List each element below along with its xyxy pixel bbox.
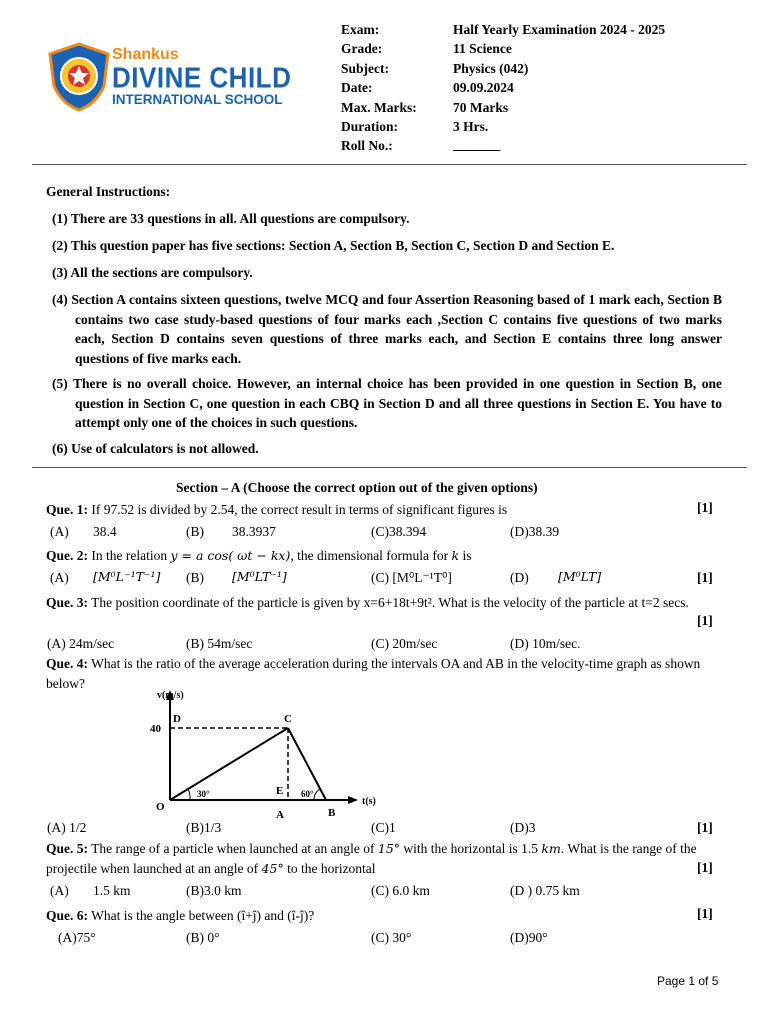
meta-key-exam: Exam: — [341, 22, 380, 37]
angle-b-label: 60° — [301, 789, 314, 799]
q1-option-c: (C)38.394 — [371, 524, 427, 539]
meta-val-marks: 70 Marks — [453, 100, 509, 115]
question-5-marks: [1] — [697, 860, 713, 875]
instruction-item: (1) There are 33 questions in all. All questions are compulsory. — [52, 211, 410, 226]
question-6: Que. 6: What is the angle between (î+ĵ) and (î-ĵ)? — [46, 908, 315, 923]
page-number: Page 1 of 5 — [657, 974, 719, 988]
q6-option-b: (B) 0° — [186, 930, 220, 945]
meta-val-duration: 3 Hrs. — [453, 119, 489, 134]
point-o-label: O — [156, 801, 165, 813]
q2-option-b: [M⁰LT⁻¹] — [232, 569, 287, 584]
instruction-item: (3) All the sections are compulsory. — [52, 265, 253, 280]
angle-o-label: 30° — [197, 789, 210, 799]
question-1: Que. 1: If 97.52 is divided by 2.54, the correct result in terms of significant figures is — [46, 502, 508, 517]
point-c-label: C — [284, 713, 292, 725]
q5-option-c: (C) 6.0 km — [371, 883, 430, 898]
q1-option-a-label: (A) — [50, 524, 69, 539]
q5-option-a: 1.5 km — [93, 883, 131, 898]
meta-val-rollno: _______ — [453, 137, 501, 152]
meta-key-rollno: Roll No.: — [341, 138, 393, 153]
q2-option-a: [M⁰L⁻¹T⁻¹] — [93, 569, 161, 584]
q3-option-a: (A) 24m/sec — [47, 636, 115, 651]
q1-option-a: 38.4 — [93, 524, 117, 539]
school-crest-icon — [46, 42, 112, 112]
section-a-title: Section – A (Choose the correct option out of the given options) — [176, 480, 538, 495]
q6-option-d: (D)90° — [510, 930, 548, 945]
q2-option-a-label: (A) — [50, 570, 69, 585]
q1-option-d: (D)38.39 — [510, 524, 560, 539]
meta-val-subject: Physics (042) — [453, 61, 529, 76]
meta-key-duration: Duration: — [341, 119, 398, 134]
question-1-marks: [1] — [697, 500, 713, 515]
y-tick-40: 40 — [150, 723, 161, 735]
point-b-label: B — [328, 807, 336, 819]
meta-val-grade: 11 Science — [453, 41, 512, 56]
q3-option-b: (B) 54m/sec — [186, 636, 253, 651]
meta-key-date: Date: — [341, 80, 373, 95]
q3-option-c: (C) 20m/sec — [371, 636, 438, 651]
q4-option-b: (B)1/3 — [186, 820, 222, 835]
meta-key-marks: Max. Marks: — [341, 100, 417, 115]
point-a-label: A — [276, 809, 284, 820]
point-d-label: D — [173, 713, 181, 725]
question-4: Que. 4: What is the ratio of the average acceleration during the intervals OA and AB in the velocity-time graph as shown below? — [46, 656, 701, 691]
q2-option-d: [M⁰LT] — [558, 569, 602, 584]
q4-option-c: (C)1 — [371, 820, 396, 835]
meta-key-grade: Grade: — [341, 41, 383, 56]
q2-option-d-label: (D) — [510, 570, 529, 585]
meta-val-date: 09.09.2024 — [453, 80, 514, 95]
question-4-marks: [1] — [697, 820, 713, 835]
divider-top — [32, 164, 747, 165]
y-axis-label: v(m/s) — [157, 690, 184, 701]
question-2-marks: [1] — [697, 570, 713, 585]
question-5: Que. 5: The range of a particle when launched at an angle of 15° with the horizontal is 1.5 km. What is the range of the projectile when launched at an angle of 45° to the horizontal — [46, 841, 697, 876]
instruction-item: (6) Use of calculators is not allowed. — [52, 441, 259, 456]
q2-option-b-label: (B) — [186, 570, 204, 585]
velocity-time-graph — [140, 686, 400, 820]
question-3: Que. 3: The position coordinate of the particle is given by x=6+18t+9t². What is the velocity of the particle at t=2 secs. — [46, 595, 689, 610]
meta-key-subject: Subject: — [341, 61, 389, 76]
meta-val-exam: Half Yearly Examination 2024 - 2025 — [453, 22, 666, 37]
school-name-line2: DIVINE CHILD — [112, 61, 292, 94]
school-name-line3: INTERNATIONAL SCHOOL — [112, 92, 283, 107]
q4-option-a: (A) 1/2 — [47, 820, 87, 835]
q2-option-c: (C) [M⁰L⁻¹T⁰] — [371, 570, 452, 585]
q6-option-c: (C) 30° — [371, 930, 412, 945]
instruction-item: (4) Section A contains sixteen questions, twelve MCQ and four Assertion Reasoning based of 1 mark each, Section B contains two case study-based questions of four marks each ,Section C contains five questions of two marks each, Section D contains seven questions of three marks each, and Section E contains three long answer questions of five marks each. — [52, 292, 722, 366]
q1-option-b: 38.3937 — [232, 524, 276, 539]
q4-option-d: (D)3 — [510, 820, 536, 835]
school-name-line1: Shankus — [112, 46, 179, 63]
q1-option-b-label: (B) — [186, 524, 204, 539]
x-axis-arrow-icon — [348, 796, 358, 804]
q6-option-a: (A)75° — [58, 930, 96, 945]
divider-mid — [32, 467, 747, 468]
instruction-item: (5) There is no overall choice. However, an internal choice has been provided in one question in Section B, one question in Section C, one question in each CBQ in Section D and all three questions in Section E. You have to attempt only one of the choices in such questions. — [52, 376, 722, 430]
q5-option-a-label: (A) — [50, 883, 69, 898]
instruction-item: (2) This question paper has five sections: Section A, Section B, Section C, Section D and Section E. — [52, 238, 615, 253]
point-e-label: E — [276, 785, 284, 797]
angle-arc-b — [314, 789, 320, 800]
angle-arc-o — [188, 789, 190, 800]
q5-option-d: (D ) 0.75 km — [510, 883, 580, 898]
q5-option-b: (B)3.0 km — [186, 883, 242, 898]
question-2: Que. 2: In the relation y = a cos( ωt − kx), the dimensional formula for k is — [46, 548, 472, 563]
x-axis-label: t(s) — [362, 796, 376, 807]
instructions-heading: General Instructions: — [46, 184, 171, 199]
question-3-marks: [1] — [697, 613, 713, 628]
question-6-marks: [1] — [697, 906, 713, 921]
q3-option-d: (D) 10m/sec. — [510, 636, 581, 651]
